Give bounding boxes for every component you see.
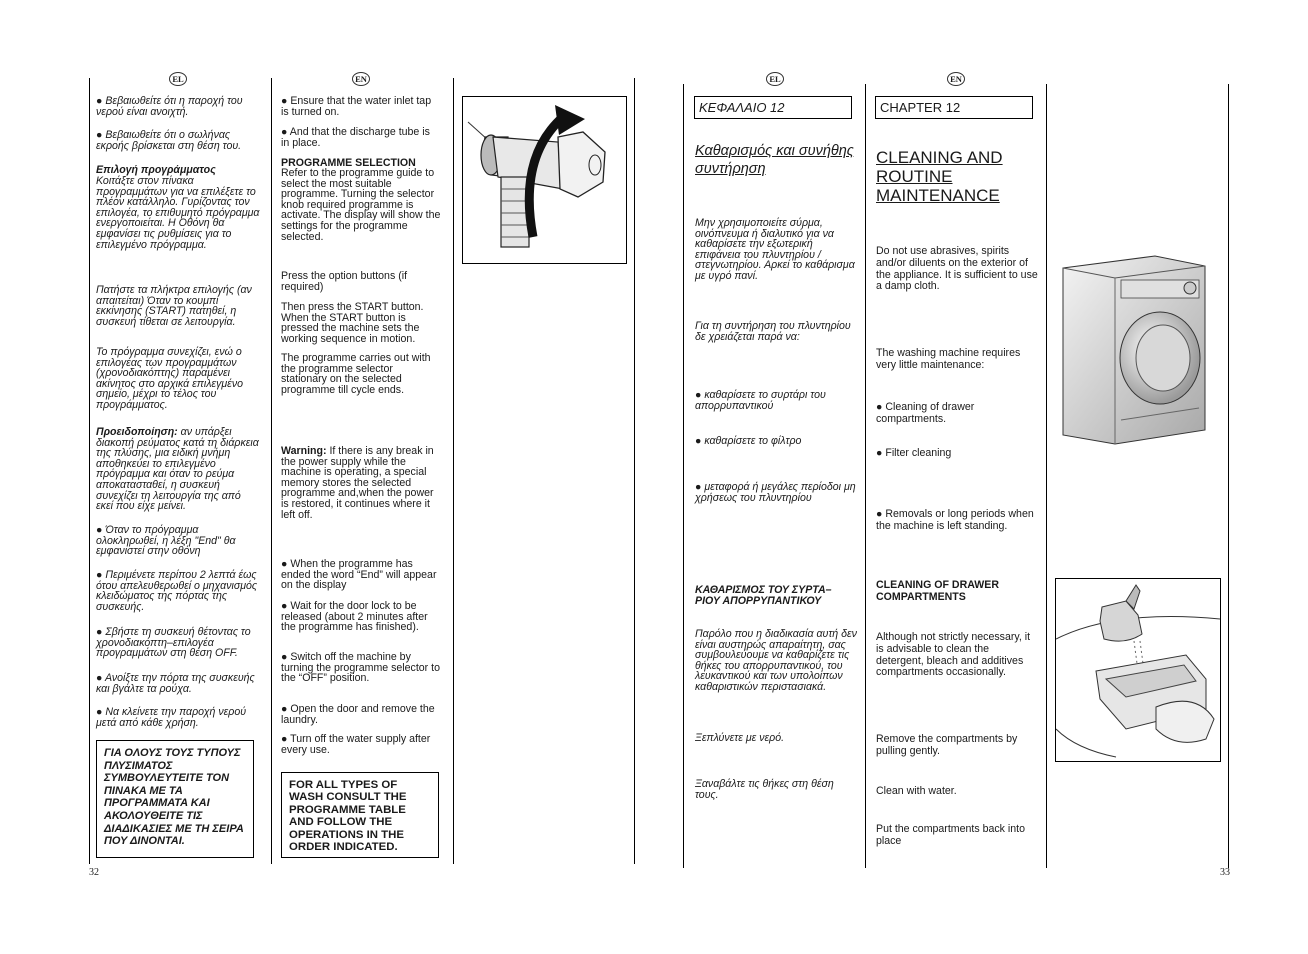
en-drawer-cleaning-heading: CLEANING OF DRAWER COMPARTMENTS [876, 579, 1000, 603]
el-maintenance-intro: Για τη συντήρηση του πλυντηρίου δε χρειάζεται παρά να: [695, 320, 851, 343]
tap-turned-on-illustration [463, 97, 626, 263]
lang-badge-el-right: EL [766, 72, 784, 86]
el-ensure-tap: ● Βεβαιωθείτε ότι η παροχή του νερού είναι ανοιχτή. [96, 95, 243, 118]
el-rinse-water: Ξεπλύνετε με νερό. [695, 732, 785, 744]
en-programme-carries-out: The programme carries out with the programme selector stationary on the selected programme till cycle ends. [281, 352, 431, 396]
en-ensure-tube: ● And that the discharge tube is in place. [281, 126, 430, 149]
lang-badge-en-right: EN [947, 72, 965, 86]
drawer-figure-frame [1055, 578, 1221, 762]
en-chapter-heading: CHAPTER 12 [875, 96, 1033, 119]
el-drawer-cleaning-heading: ΚΑΘΑΡΙΣΜΟΣ ΤΟΥ ΣΥΡΤΑ–ΡΙΟΥ ΑΠΟΡΡΥΠΑΝΤΙΚΟΥ [695, 584, 832, 607]
en-warning-heading: Warning: [281, 445, 327, 457]
el-programme-selection-heading: Επιλογή προγράμματος [96, 164, 216, 176]
en-option-buttons: Press the option buttons (if required) [281, 270, 408, 293]
en-programme-selection-text: Refer to the programme guide to select the most suitable programme. Turning the selector knob required programme is activate. The display will show the settings for the programme selected. [281, 167, 441, 243]
left-col-divider-3 [634, 78, 635, 864]
page-number-right: 33 [1220, 867, 1230, 878]
el-warning-text: αν υπάρξει διακοπή ρεύματος κατά τη διάρκεια της πλύσης, μια ειδική μνήμη αποθηκεύει το επιλεγμένο πρόγραμμα και όταν το ρεύμα αποκατασταθεί, η συσκευή συνεχίζει τη λειτουργία της από εκεί που είχε μείνει. [96, 426, 259, 513]
detergent-drawer-illustration [1056, 579, 1220, 761]
page-number-left: 32 [89, 867, 99, 878]
el-removals: ● μεταφορά ή μεγάλες περίοδοι μη χρήσεως του πλυντηρίου [695, 481, 856, 504]
en-drawer-advice: Although not strictly necessary, it is advisable to clean the detergent, bleach and additives compartments occasionally. [876, 631, 1031, 679]
el-no-abrasives: Μην χρησιμοποιείτε σύρμα, οινόπνευμα ή διαλυτικό για να καθαρίσετε την εξωτερική επιφάνεια του πλυντηρίου / στεγνωτηρίου. Αρκεί το καθάρισμα με υγρό πανί. [695, 217, 855, 282]
en-removals: ● Removals or long periods when the machine is left standing. [876, 508, 1034, 532]
el-ensure-tube: ● Βεβαιωθείτε ότι ο σωλήνας εκροής βρίσκεται στη θέση του. [96, 129, 242, 152]
el-section-title: Καθαρισμός και συνήθης συντήρηση [695, 143, 854, 177]
en-clean-filter: ● Filter cleaning [876, 447, 952, 459]
el-clean-drawer: ● καθαρίσετε το συρτάρι του απορρυπαντικού [695, 389, 826, 412]
el-warning [96, 427, 260, 512]
en-wait-door: ● Wait for the door lock to be released (about 2 minutes after the programme has finished). [281, 600, 428, 634]
el-programme-selection-text: Κοιτάξτε στον πίνακα προγραμμάτων για να επιλέξετε το πλέον κατάλληλο. Γυρίζοντας τον επιλογέα, το επιθυμητό πρόγραμμα ενεργοποιείται. Η Οθόνη θα εμφανίσει τις ρυθμίσεις για το επιλεγμένο πρόγραμμα. [96, 175, 260, 251]
lang-badge-en: EN [352, 72, 370, 86]
el-switch-off: ● Σβήστε τη συσκευή θέτοντας το χρονοδιακόπτη–επιλογέα προγραμμάτων στη θέση OFF. [96, 626, 251, 660]
en-warning-text: If there is any break in the power supply while the machine is operating, a special memory stores the selected programme and,when the power is restored, it continues where it left off. [281, 445, 434, 521]
el-open-door: ● Ανοίξτε την πόρτα της συσκευής και βγάλτε τα ρούχα. [96, 672, 255, 695]
en-switch-off: ● Switch off the machine by turning the programme selector to the “OFF” position. [281, 651, 440, 685]
en-consult-table-box: FOR ALL TYPES OF WASH CONSULT THE PROGRAMME TABLE AND FOLLOW THE OPERATIONS IN THE ORDER INDICATED. [281, 772, 439, 858]
en-section-title: CLEANING AND ROUTINE MAINTENANCE [876, 148, 1003, 205]
right-col-divider-1 [683, 84, 684, 868]
en-turn-off-water: ● Turn off the water supply after every use. [281, 733, 431, 756]
left-page-border [89, 78, 90, 864]
en-put-back: Put the compartments back into place [876, 823, 1025, 847]
el-drawer-advice: Παρόλο που η διαδικασία αυτή δεν είναι αυστηρώς απαραίτητη, σας συμβουλεύουμε να καθαρίζετε τις θήκες του απορρυπαντικού, του λευκαντικού και των υπολοίπων καθαριστικών περιστασιακά. [695, 628, 857, 693]
el-wait-door: ● Περιμένετε περίπου 2 λεπτά έως ότου απελευθερωθεί ο μηχανισμός κλειδώματος της πόρτας της συσκευής. [96, 569, 258, 613]
el-end-display: ● Όταν το πρόγραμμα ολοκληρωθεί, η λέξη "End" θα εμφανιστεί στην οθόνη [96, 524, 236, 558]
el-option-buttons: Πατήστε τα πλήκτρα επιλογής (αν απαιτείται) Όταν το κουμπί εκκίνησης (START) πατηθεί, η συσκευή τίθεται σε λειτουργία. [96, 284, 252, 328]
el-warning-heading: Προειδοποίηση: [96, 426, 178, 438]
en-open-door: ● Open the door and remove the laundry. [281, 703, 435, 726]
en-remove-compartments: Remove the compartments by pulling gently. [876, 733, 1018, 757]
en-press-start: Then press the START button. When the START button is pressed the machine sets the working sequence in motion. [281, 301, 424, 345]
el-clean-filter: ● καθαρίσετε το φίλτρο [695, 435, 802, 447]
el-turn-off-water: ● Να κλείνετε την παροχή νερού μετά από κάθε χρήση. [96, 706, 247, 729]
en-programme-selection-heading: PROGRAMME SELECTION [281, 157, 416, 169]
tap-figure-frame [462, 96, 627, 264]
en-ensure-tap: ● Ensure that the water inlet tap is turned on. [281, 95, 432, 118]
el-put-back: Ξαναβάλτε τις θήκες στη θέση τους. [695, 778, 834, 801]
el-programme-carries-out: Το πρόγραμμα συνεχίζει, ενώ ο επιλογέας των προγραμμάτων (χρονοδιακόπτης) παραμένει ακίνητος στο αρχικά επιλεγμένο σημείο, μέχρι το τέλος του προγράμματος. [96, 346, 244, 411]
left-col-divider-2 [453, 78, 454, 864]
right-col-divider-2 [865, 84, 866, 868]
left-col-divider [271, 78, 272, 864]
en-clean-water: Clean with water. [876, 785, 957, 797]
en-no-abrasives: Do not use abrasives, spirits and/or diluents on the exterior of the appliance. It is sufficient to use a damp cloth. [876, 245, 1038, 293]
el-consult-table-box: ΓΙΑ ΟΛΟΥΣ ΤΟΥΣ ΤΥΠΟΥΣ ΠΛΥΣΙΜΑΤΟΣ ΣΥΜΒΟΥΛΕΥΤΕΙΤΕ ΤΟΝ ΠΙΝΑΚΑ ΜΕ ΤΑ ΠΡΟΓΡΑΜΜΑΤΑ ΚΑΙ ΑΚΟΛΟΥΘΕΙΤΕ ΤΙΣ ΔΙΑΔΙΚΑΣΙΕΣ ΜΕ ΤΗ ΣΕΙΡΑ ΠΟΥ ΔΙΝΟΝΤΑΙ. [96, 740, 254, 858]
washing-machine-illustration [1055, 250, 1215, 450]
el-chapter-heading: ΚΕΦΑΛΑΙΟ 12 [694, 96, 852, 119]
en-maintenance-intro: The washing machine requires very little maintenance: [876, 347, 1021, 371]
en-warning [281, 446, 441, 520]
en-clean-drawer: ● Cleaning of drawer compartments. [876, 401, 975, 425]
lang-badge-el: EL [169, 72, 187, 86]
right-page-border [1228, 84, 1229, 868]
en-end-display: ● When the programme has ended the word “End” will appear on the display [281, 558, 437, 592]
right-col-divider-3 [1046, 84, 1047, 868]
